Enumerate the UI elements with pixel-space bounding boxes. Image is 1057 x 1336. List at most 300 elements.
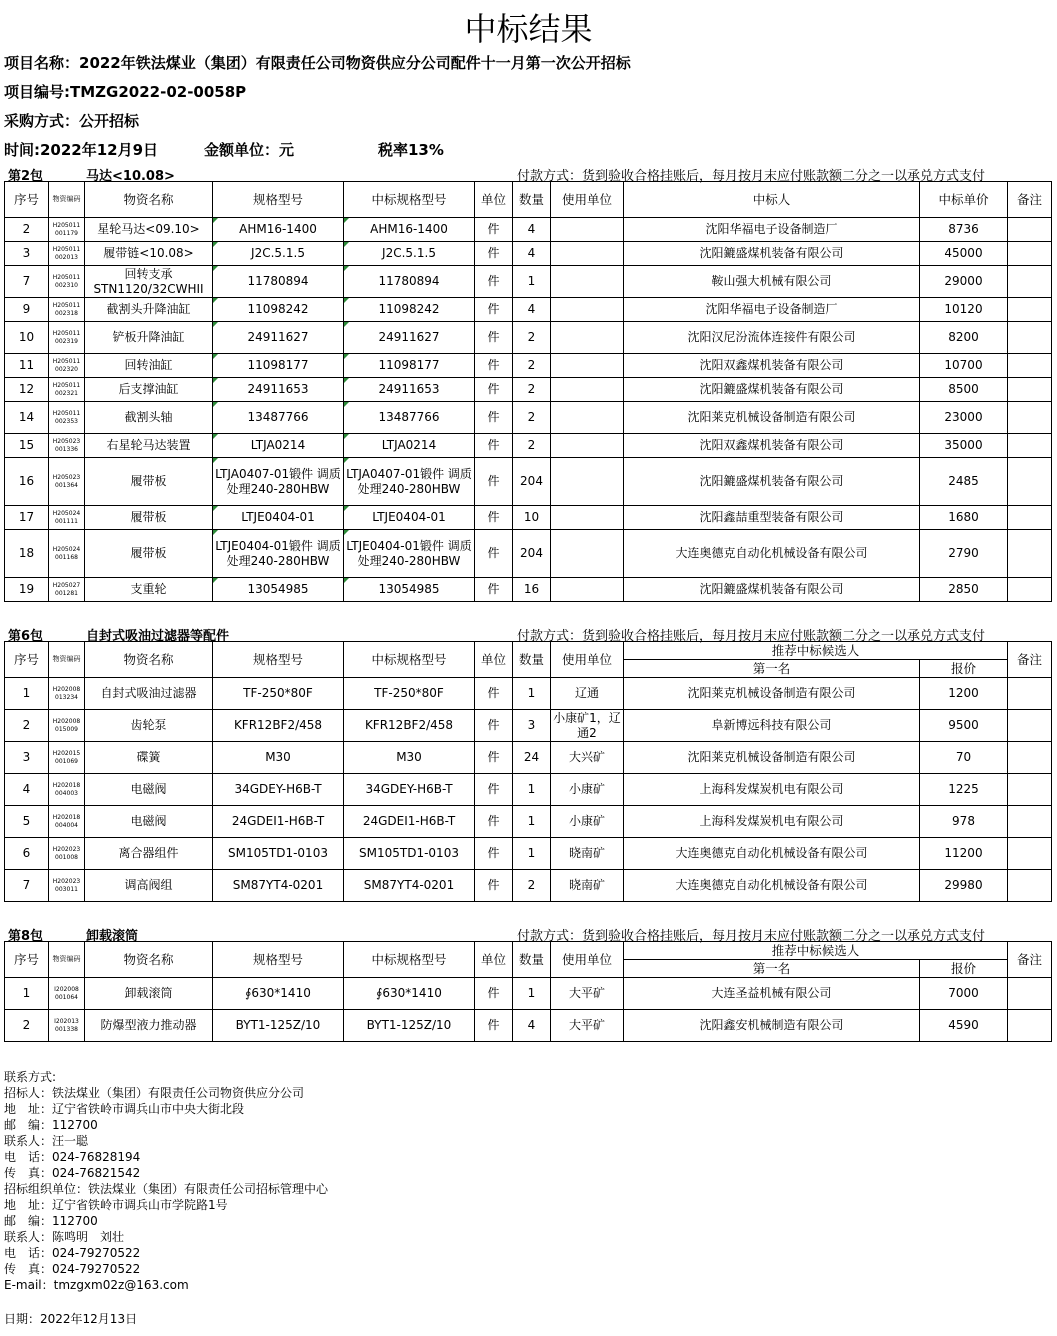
cell-bid-spec: ∮630*1410 xyxy=(344,978,475,1010)
col-header: 使用单位 xyxy=(551,942,624,978)
cell-user: 大平矿 xyxy=(551,978,624,1010)
col-header: 推荐中标候选人 xyxy=(624,642,1008,660)
table-row xyxy=(5,298,1052,322)
cell-remark xyxy=(1008,402,1052,434)
cell-bid-spec: 11098177 xyxy=(344,354,475,378)
cell-user xyxy=(551,434,624,458)
table-row xyxy=(5,458,1052,506)
col-header: 数量 xyxy=(513,182,551,218)
cell-unit: 件 xyxy=(475,806,513,838)
page-title: 中标结果 xyxy=(464,10,593,48)
cell-user xyxy=(551,354,624,378)
cell-winner: 大连圣益机械有限公司 xyxy=(624,978,920,1010)
cell-code: H202008 013234 xyxy=(49,678,85,710)
cell-unit: 件 xyxy=(475,402,513,434)
cell-winner: 沈阳鑫喆重型装备有限公司 xyxy=(624,506,920,530)
cell-no: 6 xyxy=(5,838,49,870)
cell-code: H205011 002013 xyxy=(49,242,85,266)
table-row xyxy=(5,870,1052,902)
cell-price: 10120 xyxy=(920,298,1008,322)
cell-no: 11 xyxy=(5,354,49,378)
cell-qty: 1 xyxy=(513,806,551,838)
cell-code: H205011 002310 xyxy=(49,266,85,298)
cell-no: 19 xyxy=(5,578,49,602)
cell-unit: 件 xyxy=(475,378,513,402)
cell-user xyxy=(551,506,624,530)
cell-user: 大平矿 xyxy=(551,1010,624,1042)
col-header: 中标规格型号 xyxy=(344,642,475,678)
cell-spec: BYT1-125Z/10 xyxy=(213,1010,344,1042)
cell-user: 晓南矿 xyxy=(551,870,624,902)
cell-unit: 件 xyxy=(475,530,513,578)
cell-no: 12 xyxy=(5,378,49,402)
cell-remark xyxy=(1008,378,1052,402)
table-row xyxy=(5,242,1052,266)
cell-spec: 34GDEY-H6B-T xyxy=(213,774,344,806)
cell-unit: 件 xyxy=(475,298,513,322)
cell-code: H205024 001168 xyxy=(49,530,85,578)
col-header: 序号 xyxy=(5,182,49,218)
cell-user: 小康矿 xyxy=(551,806,624,838)
contact-line: 电 话：024-76828194 xyxy=(4,1150,141,1164)
cell-spec: J2C.5.1.5 xyxy=(213,242,344,266)
table-row xyxy=(5,710,1052,742)
payment-terms: 付款方式：货到验收合格挂账后，每月按月末应付账款额二分之一以承兑方式支付 xyxy=(517,629,986,644)
col-header: 使用单位 xyxy=(551,642,624,678)
cell-price: 29000 xyxy=(920,266,1008,298)
col-header: 物资编码 xyxy=(49,182,85,218)
cell-qty: 1 xyxy=(513,774,551,806)
contact-line: 招标组织单位：铁法煤业（集团）有限责任公司招标管理中心 xyxy=(4,1182,329,1196)
package-name: 卸载滚筒 xyxy=(86,929,139,944)
table-header-row xyxy=(5,642,1052,660)
cell-unit: 件 xyxy=(475,578,513,602)
col-header: 单位 xyxy=(475,642,513,678)
procurement-method: 采购方式：公开招标 xyxy=(4,112,140,130)
table-row xyxy=(5,530,1052,578)
cell-code: I202013 001338 xyxy=(49,1010,85,1042)
cell-code: H202018 004003 xyxy=(49,774,85,806)
cell-spec: LTJE0404-01 xyxy=(213,506,344,530)
cell-remark xyxy=(1008,1010,1052,1042)
cell-no: 5 xyxy=(5,806,49,838)
cell-price: 2485 xyxy=(920,458,1008,506)
package-2-header xyxy=(0,165,1057,184)
col-header: 第一名 xyxy=(624,960,920,978)
cell-name: 防爆型液力推动器 xyxy=(85,1010,213,1042)
cell-spec: LTJA0407-01锻件 调质处理240-280HBW xyxy=(213,458,344,506)
col-header: 单位 xyxy=(475,182,513,218)
cell-unit: 件 xyxy=(475,838,513,870)
cell-unit: 件 xyxy=(475,218,513,242)
cell-user xyxy=(551,298,624,322)
cell-user: 大兴矿 xyxy=(551,742,624,774)
col-header: 备注 xyxy=(1008,182,1052,218)
cell-unit: 件 xyxy=(475,266,513,298)
cell-price: 10700 xyxy=(920,354,1008,378)
cell-price: 1680 xyxy=(920,506,1008,530)
cell-spec: 11098177 xyxy=(213,354,344,378)
col-header: 数量 xyxy=(513,642,551,678)
cell-bid-spec: 24911627 xyxy=(344,322,475,354)
cell-remark xyxy=(1008,298,1052,322)
contact-line: 传 真：024-79270522 xyxy=(4,1262,141,1276)
contact-line: 招标人：铁法煤业（集团）有限责任公司物资供应分公司 xyxy=(4,1086,305,1100)
cell-code: H202008 015009 xyxy=(49,710,85,742)
cell-unit: 件 xyxy=(475,322,513,354)
cell-code: H205011 002321 xyxy=(49,378,85,402)
col-header: 备注 xyxy=(1008,642,1052,678)
package-8-header xyxy=(0,925,1057,944)
cell-remark xyxy=(1008,978,1052,1010)
cell-remark xyxy=(1008,506,1052,530)
package-8-table xyxy=(4,941,1052,1042)
cell-user xyxy=(551,402,624,434)
cell-code: H205023 001336 xyxy=(49,434,85,458)
cell-unit: 件 xyxy=(475,774,513,806)
col-header: 数量 xyxy=(513,942,551,978)
cell-qty: 16 xyxy=(513,578,551,602)
cell-name: 离合器组件 xyxy=(85,838,213,870)
cell-qty: 204 xyxy=(513,530,551,578)
col-header: 单位 xyxy=(475,942,513,978)
cell-price: 11200 xyxy=(920,838,1008,870)
cell-price: 8200 xyxy=(920,322,1008,354)
cell-code: I202008 001064 xyxy=(49,978,85,1010)
col-header: 规格型号 xyxy=(213,642,344,678)
cell-qty: 24 xyxy=(513,742,551,774)
package-2-table xyxy=(4,181,1052,602)
contact-line: E-mail：tmzgxm02z@163.com xyxy=(4,1278,189,1292)
cell-unit: 件 xyxy=(475,354,513,378)
publish-date: 日期：2022年12月13日 xyxy=(4,1312,138,1326)
cell-user xyxy=(551,578,624,602)
cell-winner: 沈阳莱克机械设备制造有限公司 xyxy=(624,678,920,710)
cell-bid-spec: LTJE0404-01 xyxy=(344,506,475,530)
table-row xyxy=(5,322,1052,354)
cell-user xyxy=(551,322,624,354)
cell-code: H205011 002318 xyxy=(49,298,85,322)
cell-name: 后支撑油缸 xyxy=(85,378,213,402)
cell-spec: LTJE0404-01锻件 调质处理240-280HBW xyxy=(213,530,344,578)
col-header: 规格型号 xyxy=(213,182,344,218)
cell-spec: KFR12BF2/458 xyxy=(213,710,344,742)
cell-remark xyxy=(1008,354,1052,378)
cell-winner: 沈阳鏕盛煤机装备有限公司 xyxy=(624,242,920,266)
table-header-row xyxy=(5,182,1052,218)
cell-remark xyxy=(1008,806,1052,838)
cell-name: 支重轮 xyxy=(85,578,213,602)
cell-user: 小康矿1，辽通2 xyxy=(551,710,624,742)
contact-line: 联系人：汪一聪 xyxy=(4,1134,89,1148)
cell-bid-spec: KFR12BF2/458 xyxy=(344,710,475,742)
table-row xyxy=(5,266,1052,298)
cell-price: 2790 xyxy=(920,530,1008,578)
cell-price: 35000 xyxy=(920,434,1008,458)
cell-code: H202023 001008 xyxy=(49,838,85,870)
cell-price: 9500 xyxy=(920,710,1008,742)
cell-bid-spec: SM105TD1-0103 xyxy=(344,838,475,870)
cell-code: H202015 001069 xyxy=(49,742,85,774)
cell-bid-spec: LTJA0407-01锻件 调质处理240-280HBW xyxy=(344,458,475,506)
cell-qty: 3 xyxy=(513,710,551,742)
cell-spec: 13054985 xyxy=(213,578,344,602)
cell-qty: 4 xyxy=(513,242,551,266)
cell-winner: 沈阳莱克机械设备制造有限公司 xyxy=(624,402,920,434)
cell-no: 17 xyxy=(5,506,49,530)
col-header: 报价 xyxy=(920,960,1008,978)
cell-spec: 24911627 xyxy=(213,322,344,354)
cell-winner: 沈阳华福电子设备制造厂 xyxy=(624,218,920,242)
col-header: 使用单位 xyxy=(551,182,624,218)
cell-bid-spec: LTJA0214 xyxy=(344,434,475,458)
cell-bid-spec: BYT1-125Z/10 xyxy=(344,1010,475,1042)
col-header: 物资编码 xyxy=(49,642,85,678)
cell-price: 2850 xyxy=(920,578,1008,602)
cell-user xyxy=(551,266,624,298)
cell-spec: SM105TD1-0103 xyxy=(213,838,344,870)
tax-rate: 税率13% xyxy=(378,141,444,159)
cell-bid-spec: 13487766 xyxy=(344,402,475,434)
cell-price: 1225 xyxy=(920,774,1008,806)
cell-winner: 上海科发煤炭机电有限公司 xyxy=(624,806,920,838)
cell-winner: 沈阳华福电子设备制造厂 xyxy=(624,298,920,322)
cell-remark xyxy=(1008,870,1052,902)
cell-unit: 件 xyxy=(475,506,513,530)
cell-no: 4 xyxy=(5,774,49,806)
contact-line: 邮 编：112700 xyxy=(4,1118,98,1132)
cell-qty: 2 xyxy=(513,322,551,354)
cell-no: 2 xyxy=(5,218,49,242)
cell-winner: 沈阳双鑫煤机装备有限公司 xyxy=(624,434,920,458)
cell-remark xyxy=(1008,218,1052,242)
cell-unit: 件 xyxy=(475,458,513,506)
col-header: 物资编码 xyxy=(49,942,85,978)
cell-spec: LTJA0214 xyxy=(213,434,344,458)
project-name: 项目名称：2022年铁法煤业（集团）有限责任公司物资供应分公司配件十一月第一次公开招标 xyxy=(4,54,631,72)
cell-code: H205011 002320 xyxy=(49,354,85,378)
cell-user: 辽通 xyxy=(551,678,624,710)
contact-line: 邮 编：112700 xyxy=(4,1214,98,1228)
cell-price: 4590 xyxy=(920,1010,1008,1042)
cell-qty: 2 xyxy=(513,354,551,378)
table-row xyxy=(5,742,1052,774)
cell-remark xyxy=(1008,242,1052,266)
cell-no: 2 xyxy=(5,710,49,742)
cell-bid-spec: AHM16-1400 xyxy=(344,218,475,242)
amount-unit: 金额单位：元 xyxy=(204,141,295,159)
cell-winner: 沈阳鑫安机械制造有限公司 xyxy=(624,1010,920,1042)
cell-name: 履带板 xyxy=(85,530,213,578)
payment-terms: 付款方式：货到验收合格挂账后，每月按月末应付账款额二分之一以承兑方式支付 xyxy=(517,169,986,184)
table-row xyxy=(5,378,1052,402)
cell-price: 8736 xyxy=(920,218,1008,242)
cell-unit: 件 xyxy=(475,742,513,774)
col-header: 备注 xyxy=(1008,942,1052,978)
package-name: 马达<10.08> xyxy=(86,169,175,184)
cell-user xyxy=(551,242,624,266)
cell-bid-spec: TF-250*80F xyxy=(344,678,475,710)
cell-price: 45000 xyxy=(920,242,1008,266)
table-row xyxy=(5,402,1052,434)
cell-user xyxy=(551,218,624,242)
table-row xyxy=(5,578,1052,602)
cell-no: 7 xyxy=(5,870,49,902)
col-header: 规格型号 xyxy=(213,942,344,978)
cell-remark xyxy=(1008,710,1052,742)
col-header: 中标规格型号 xyxy=(344,182,475,218)
payment-terms: 付款方式：货到验收合格挂账后，每月按月末应付账款额二分之一以承兑方式支付 xyxy=(517,929,986,944)
cell-winner: 沈阳鏕盛煤机装备有限公司 xyxy=(624,578,920,602)
col-header: 中标单价 xyxy=(920,182,1008,218)
cell-price: 978 xyxy=(920,806,1008,838)
table-row xyxy=(5,218,1052,242)
contact-line: 传 真：024-76821542 xyxy=(4,1166,141,1180)
cell-code: H205024 001111 xyxy=(49,506,85,530)
package-number: 第6包 xyxy=(8,629,44,644)
cell-spec: TF-250*80F xyxy=(213,678,344,710)
table-row xyxy=(5,678,1052,710)
cell-spec: 24GDEI1-H6B-T xyxy=(213,806,344,838)
cell-qty: 4 xyxy=(513,218,551,242)
col-header: 中标人 xyxy=(624,182,920,218)
cell-winner: 沈阳鏕盛煤机装备有限公司 xyxy=(624,458,920,506)
cell-price: 1200 xyxy=(920,678,1008,710)
contact-line: 联系方式: xyxy=(4,1070,57,1084)
cell-no: 10 xyxy=(5,322,49,354)
cell-bid-spec: 24911653 xyxy=(344,378,475,402)
cell-spec: M30 xyxy=(213,742,344,774)
announcement-time: 时间:2022年12月9日 xyxy=(4,141,159,159)
cell-spec: 24911653 xyxy=(213,378,344,402)
cell-remark xyxy=(1008,838,1052,870)
cell-remark xyxy=(1008,742,1052,774)
cell-winner: 沈阳莱克机械设备制造有限公司 xyxy=(624,742,920,774)
cell-no: 9 xyxy=(5,298,49,322)
cell-remark xyxy=(1008,774,1052,806)
cell-winner: 上海科发煤炭机电有限公司 xyxy=(624,774,920,806)
cell-no: 14 xyxy=(5,402,49,434)
cell-remark xyxy=(1008,678,1052,710)
cell-name: 履带板 xyxy=(85,458,213,506)
cell-unit: 件 xyxy=(475,710,513,742)
cell-bid-spec: M30 xyxy=(344,742,475,774)
cell-price: 70 xyxy=(920,742,1008,774)
cell-no: 18 xyxy=(5,530,49,578)
cell-name: 电磁阀 xyxy=(85,806,213,838)
cell-user xyxy=(551,458,624,506)
table-row xyxy=(5,978,1052,1010)
col-header: 序号 xyxy=(5,642,49,678)
cell-spec: ∮630*1410 xyxy=(213,978,344,1010)
cell-no: 1 xyxy=(5,978,49,1010)
col-header: 报价 xyxy=(920,660,1008,678)
col-header: 物资名称 xyxy=(85,642,213,678)
cell-spec: 11780894 xyxy=(213,266,344,298)
cell-spec: AHM16-1400 xyxy=(213,218,344,242)
cell-winner: 沈阳汉尼汾流体连接件有限公司 xyxy=(624,322,920,354)
cell-price: 29980 xyxy=(920,870,1008,902)
cell-no: 2 xyxy=(5,1010,49,1042)
cell-name: 回转支承 STN1120/32CWHII xyxy=(85,266,213,298)
cell-name: 电磁阀 xyxy=(85,774,213,806)
package-6-header xyxy=(0,625,1057,644)
cell-qty: 1 xyxy=(513,978,551,1010)
cell-unit: 件 xyxy=(475,870,513,902)
table-header-row xyxy=(5,942,1052,960)
contact-line: 电 话：024-79270522 xyxy=(4,1246,141,1260)
cell-winner: 沈阳双鑫煤机装备有限公司 xyxy=(624,354,920,378)
cell-qty: 4 xyxy=(513,298,551,322)
cell-no: 15 xyxy=(5,434,49,458)
cell-qty: 2 xyxy=(513,378,551,402)
table-row xyxy=(5,354,1052,378)
cell-name: 调高阀组 xyxy=(85,870,213,902)
cell-winner: 大连奥德克自动化机械设备有限公司 xyxy=(624,530,920,578)
cell-qty: 1 xyxy=(513,838,551,870)
cell-no: 1 xyxy=(5,678,49,710)
cell-user xyxy=(551,378,624,402)
cell-code: H205011 002319 xyxy=(49,322,85,354)
contact-line: 地 址：辽宁省铁岭市调兵山市学院路1号 xyxy=(4,1198,228,1212)
cell-bid-spec: LTJE0404-01锻件 调质处理240-280HBW xyxy=(344,530,475,578)
cell-bid-spec: 13054985 xyxy=(344,578,475,602)
cell-unit: 件 xyxy=(475,242,513,266)
col-header: 物资名称 xyxy=(85,182,213,218)
cell-remark xyxy=(1008,266,1052,298)
table-row xyxy=(5,838,1052,870)
cell-qty: 2 xyxy=(513,870,551,902)
cell-name: 回转油缸 xyxy=(85,354,213,378)
cell-code: H205011 002353 xyxy=(49,402,85,434)
package-name: 自封式吸油过滤器等配件 xyxy=(86,629,230,644)
cell-price: 7000 xyxy=(920,978,1008,1010)
cell-code: H205011 001179 xyxy=(49,218,85,242)
package-6-table xyxy=(4,641,1052,902)
cell-unit: 件 xyxy=(475,434,513,458)
cell-name: 履带链<10.08> xyxy=(85,242,213,266)
cell-winner: 沈阳鏕盛煤机装备有限公司 xyxy=(624,378,920,402)
cell-bid-spec: 34GDEY-H6B-T xyxy=(344,774,475,806)
cell-no: 7 xyxy=(5,266,49,298)
project-number: 项目编号:TMZG2022-02-0058P xyxy=(4,83,247,101)
cell-no: 3 xyxy=(5,742,49,774)
cell-bid-spec: J2C.5.1.5 xyxy=(344,242,475,266)
cell-name: 右星轮马达装置 xyxy=(85,434,213,458)
package-number: 第8包 xyxy=(8,929,44,944)
cell-remark xyxy=(1008,434,1052,458)
cell-name: 铲板升降油缸 xyxy=(85,322,213,354)
contact-line: 联系人：陈鸣明 刘壮 xyxy=(4,1230,125,1244)
cell-code: H205023 001364 xyxy=(49,458,85,506)
cell-no: 16 xyxy=(5,458,49,506)
cell-winner: 大连奥德克自动化机械设备有限公司 xyxy=(624,838,920,870)
cell-winner: 阜新博远科技有限公司 xyxy=(624,710,920,742)
cell-bid-spec: 24GDEI1-H6B-T xyxy=(344,806,475,838)
cell-remark xyxy=(1008,530,1052,578)
table-row xyxy=(5,806,1052,838)
cell-spec: 11098242 xyxy=(213,298,344,322)
table-row xyxy=(5,1010,1052,1042)
table-row xyxy=(5,434,1052,458)
cell-user: 晓南矿 xyxy=(551,838,624,870)
cell-winner: 大连奥德克自动化机械设备有限公司 xyxy=(624,870,920,902)
cell-spec: 13487766 xyxy=(213,402,344,434)
col-header: 序号 xyxy=(5,942,49,978)
contact-line: 地 址：辽宁省铁岭市调兵山市中央大街北段 xyxy=(4,1102,245,1116)
cell-remark xyxy=(1008,458,1052,506)
col-header: 推荐中标候选人 xyxy=(624,942,1008,960)
